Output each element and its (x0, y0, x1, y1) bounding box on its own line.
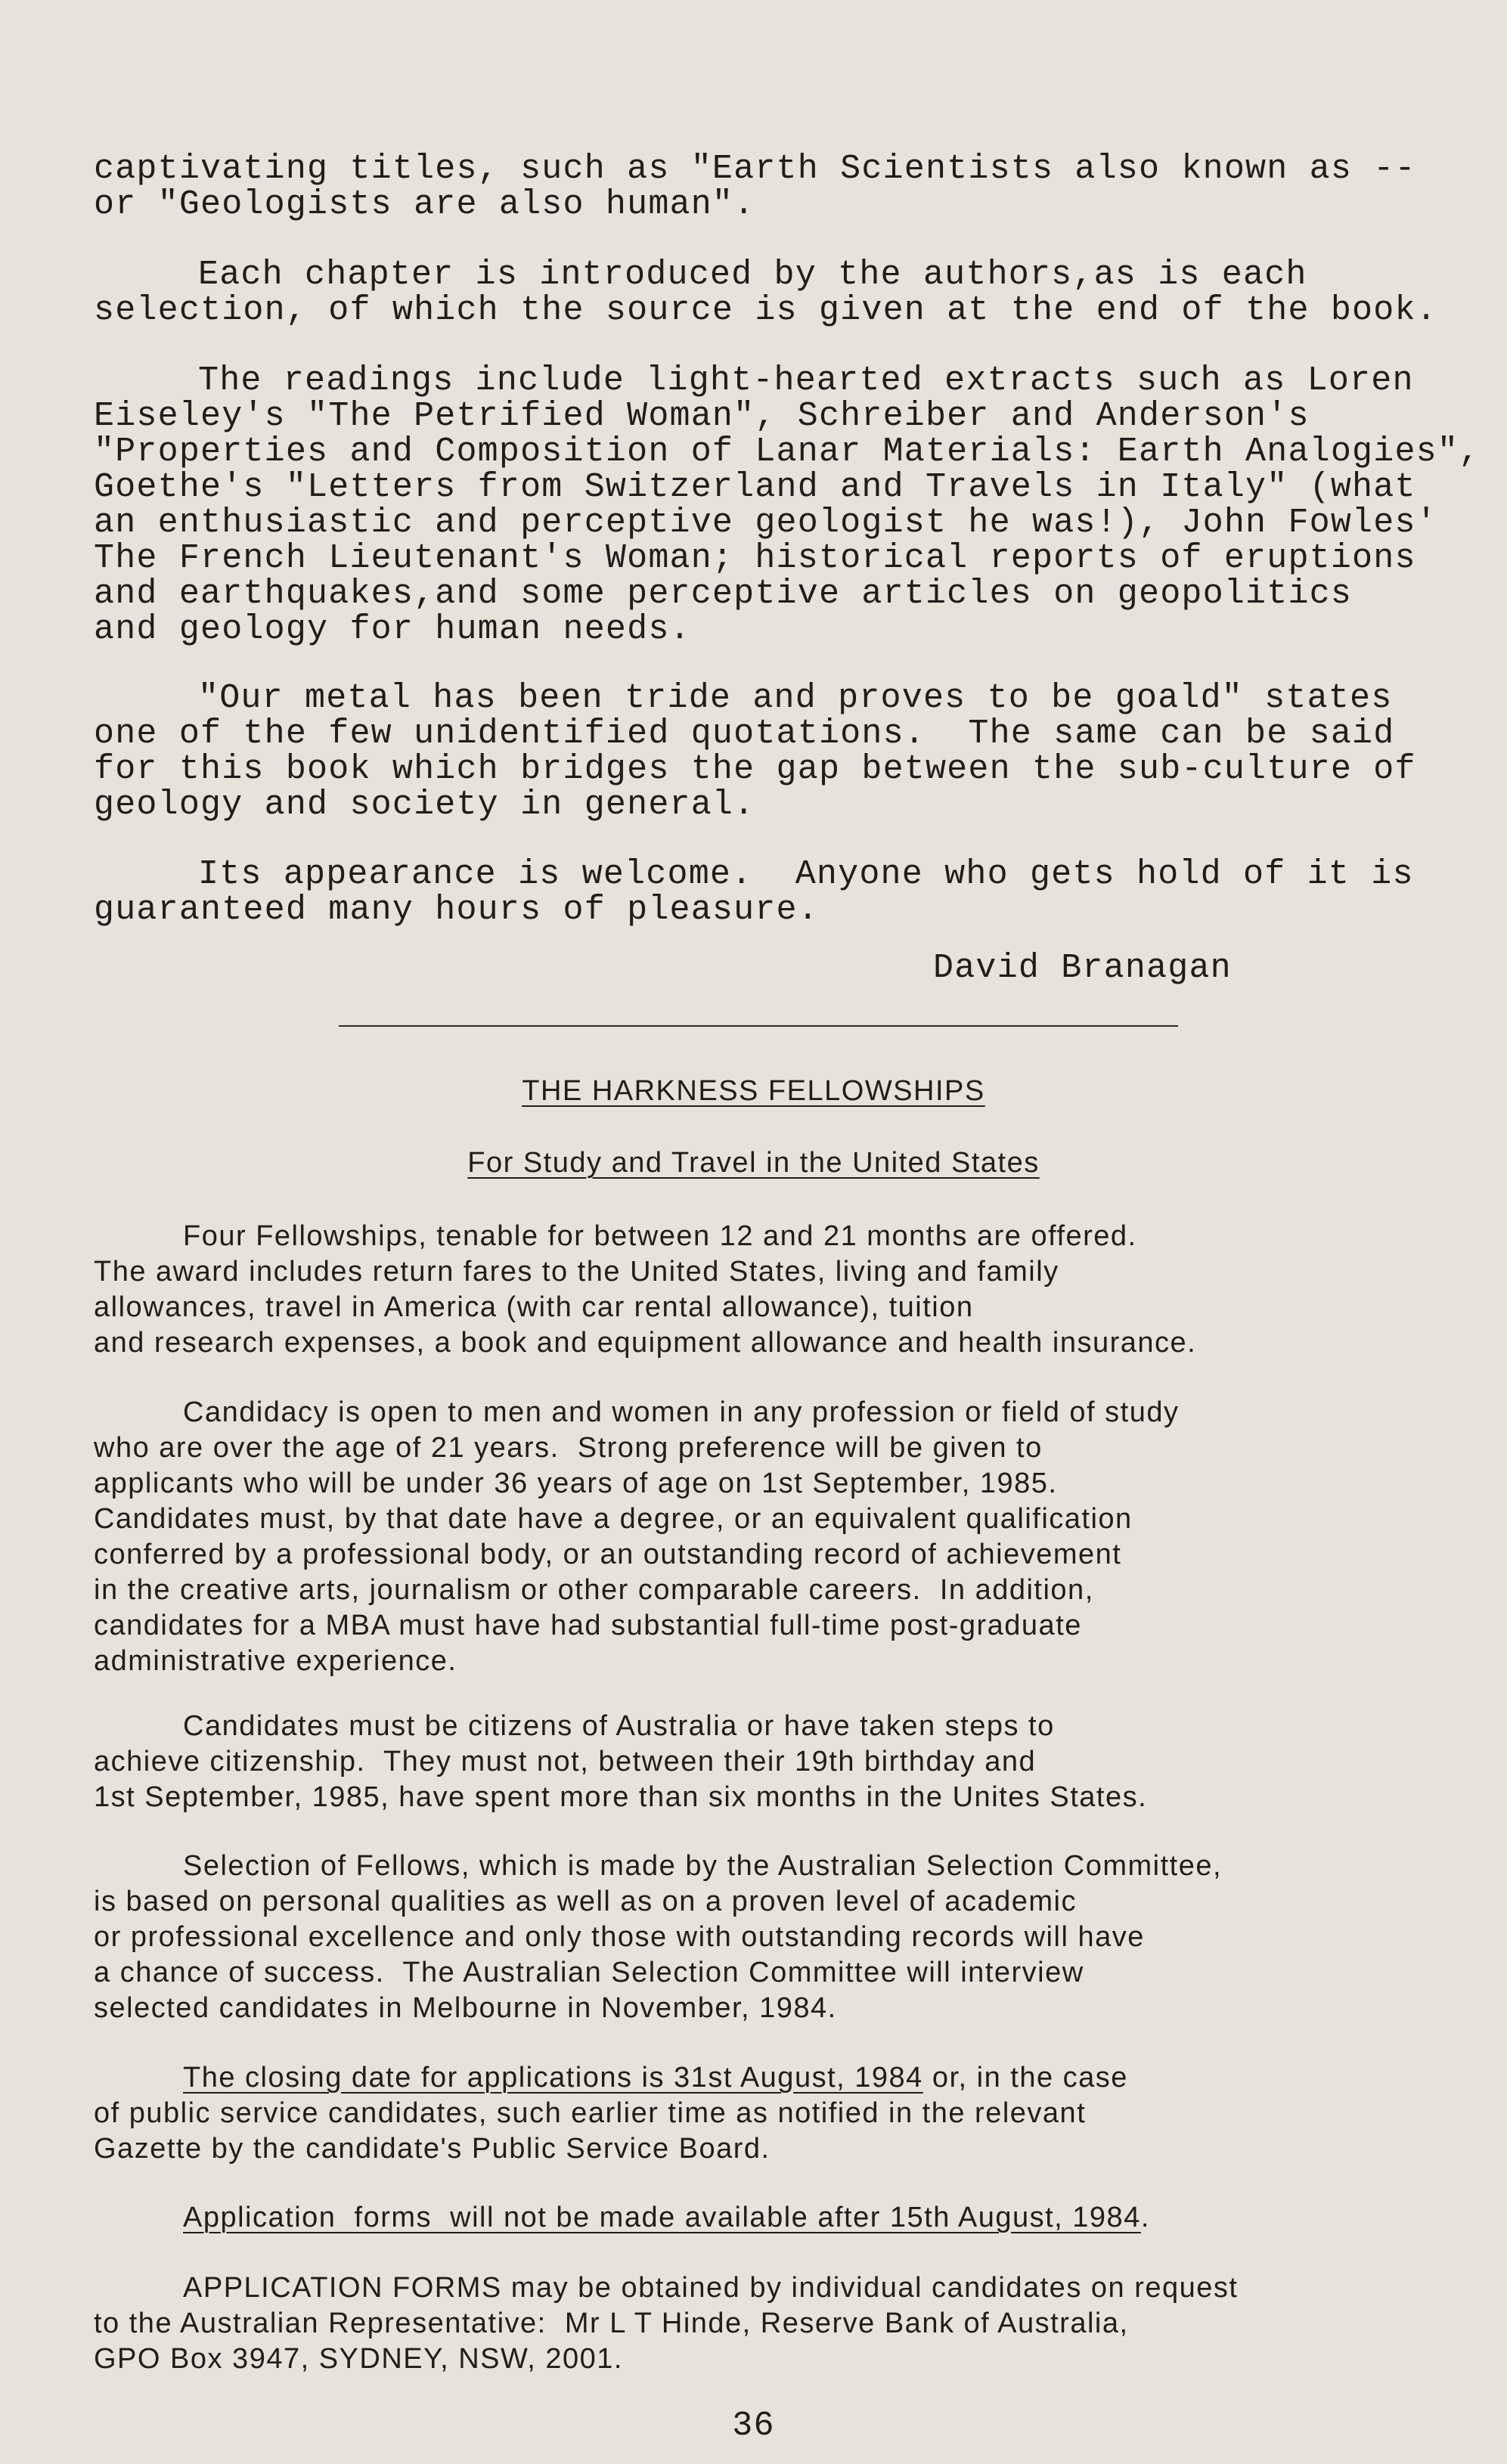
text-line: administrative experience. (94, 1645, 457, 1677)
text-line: Goethe's "Letters from Switzerland and Travels in Italy" (what (94, 468, 1416, 507)
text-line: Each chapter is introduced by the authors,as is each (198, 256, 1307, 294)
text-line: Candidates must be citizens of Australia or have taken steps to (183, 1710, 1055, 1742)
fellowships-paragraph-award (94, 1219, 1425, 1361)
text-line: a chance of success. The Australian Selection Committee will interview (94, 1957, 1084, 1988)
review-paragraph-5 (94, 857, 1425, 928)
text-line: to the Australian Representative: Mr L T Hinde, Reserve Bank of Australia, (94, 2307, 1129, 2339)
text-line: Selection of Fellows, which is made by the Australian Selection Committee, (183, 1850, 1223, 1882)
fellowships-subtitle-text: For Study and Travel in the United States (467, 1147, 1040, 1179)
text-line: The award includes return fares to the United States, living and family (94, 1256, 1059, 1288)
text-line: an enthusiastic and perceptive geologist he was!), John Fowles' (94, 504, 1437, 542)
text-line: is based on personal qualities as well as on a proven level of academic (94, 1886, 1077, 1917)
text-line: Four Fellowships, tenable for between 12 and 21 months are offered. (183, 1220, 1137, 1252)
text-line: 1st September, 1985, have spent more than six months in the Unites States. (94, 1781, 1148, 1813)
text-line: The French Lieutenant's Woman; historical reports of eruptions (94, 539, 1416, 578)
text-line: and earthquakes,and some perceptive articles on geopolitics (94, 575, 1353, 613)
text-line: The readings include light-hearted extracts such as Loren (198, 361, 1414, 400)
text-line: applicants who will be under 36 years of age on 1st September, 1985. (94, 1468, 1058, 1499)
text-line: Candidates must, by that date have a degree, or an equivalent qualification (94, 1503, 1133, 1535)
forms-notice-end: . (1140, 2202, 1150, 2233)
text-line: "Our metal has been tride and proves to be goald" states (198, 679, 1393, 718)
fellowships-closing-date (94, 2060, 1425, 2167)
fellowships-forms-notice (94, 2200, 1425, 2236)
review-signature: David Branagan (933, 949, 1232, 987)
text-line: who are over the age of 21 years. Strong preference will be given to (94, 1432, 1043, 1464)
text-line: guaranteed many hours of pleasure. (94, 891, 819, 929)
text-line: and geology for human needs. (94, 610, 691, 649)
text-line: selected candidates in Melbourne in November, 1984. (94, 1992, 837, 2024)
text-line: Gazette by the candidate's Public Service Board. (94, 2133, 771, 2165)
closing-date-rest: or, in the case (922, 2062, 1128, 2094)
text-line: "Properties and Composition of Lanar Materials: Earth Analogies", (94, 432, 1481, 471)
text-line: allowances, travel in America (with car rental allowance), tuition (94, 1291, 974, 1323)
fellowships-contact (94, 2270, 1425, 2377)
text-line (94, 2200, 1425, 2236)
text-line: APPLICATION FORMS may be obtained by individual candidates on request (183, 2272, 1239, 2304)
fellowships-title-text: THE HARKNESS FELLOWSHIPS (522, 1075, 985, 1107)
fellowships-subtitle (0, 1145, 1507, 1181)
text-line: GPO Box 3947, SYDNEY, NSW, 2001. (94, 2343, 623, 2375)
text-line: in the creative arts, journalism or other comparable careers. In addition, (94, 1574, 1094, 1606)
text-line: and research expenses, a book and equipment allowance and health insurance. (94, 1327, 1197, 1359)
review-paragraph-4 (94, 680, 1425, 823)
text-line: Its appearance is welcome. Anyone who gets hold of it is (198, 855, 1414, 894)
fellowships-paragraph-selection (94, 1849, 1425, 2026)
text-line: for this book which bridges the gap between the sub-culture of (94, 750, 1416, 789)
fellowships-paragraph-candidacy (94, 1395, 1425, 1679)
text-line: Candidacy is open to men and women in any profession or field of study (183, 1396, 1180, 1428)
forms-notice-emphasis: Application forms will not be made available after 15th August, 1984 (183, 2202, 1141, 2233)
text-line: or "Geologists are also human". (94, 185, 755, 224)
text-line: achieve citizenship. They must not, between their 19th birthday and (94, 1746, 1037, 1777)
text-line: Eiseley's "The Petrified Woman", Schreiber and Anderson's (94, 397, 1310, 435)
fellowships-paragraph-citizenship (94, 1709, 1425, 1815)
text-line: conferred by a professional body, or an outstanding record of achievement (94, 1539, 1122, 1570)
text-line: geology and society in general. (94, 786, 755, 824)
review-paragraph-3 (94, 361, 1481, 649)
closing-date-emphasis: The closing date for applications is 31st August, 1984 (183, 2062, 923, 2094)
text-line: one of the few unidentified quotations. The same can be said (94, 714, 1395, 753)
page-number: 36 (732, 2407, 775, 2445)
review-paragraph-2 (94, 256, 1437, 330)
text-line: or professional excellence and only those with outstanding records will have (94, 1921, 1145, 1953)
section-divider (339, 1025, 1178, 1027)
text-line (94, 2060, 1425, 2096)
text-line: captivating titles, such as "Earth Scientists also known as -- (94, 150, 1416, 188)
text-line: selection, of which the source is given at the end of the book. (94, 291, 1437, 330)
text-line: of public service candidates, such earlier time as notified in the relevant (94, 2097, 1087, 2129)
fellowships-title (0, 1074, 1507, 1109)
text-line: candidates for a MBA must have had substantial full-time post-graduate (94, 1610, 1082, 1641)
review-paragraph-1 (94, 151, 1425, 222)
